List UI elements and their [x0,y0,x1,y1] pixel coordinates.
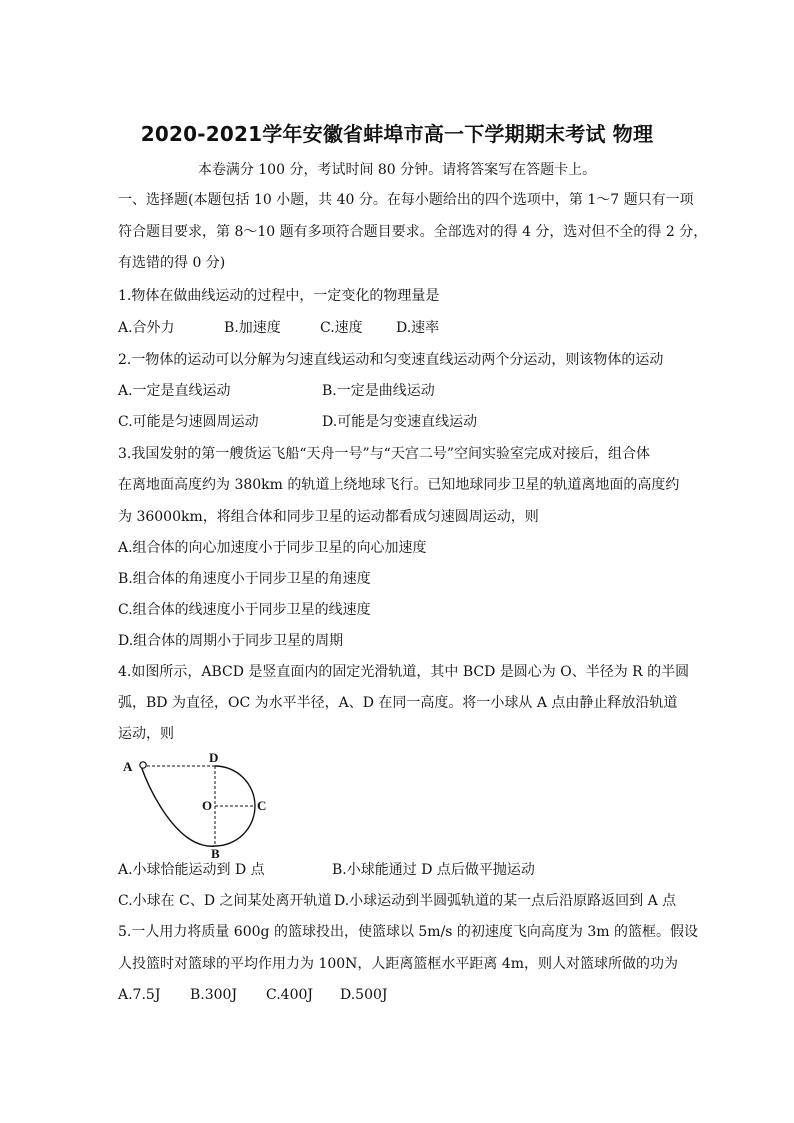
question-4-stem-line: 运动，则 [118,726,174,742]
label-d: D [209,752,219,765]
label-o: O [202,798,213,813]
q3-option-c: C.组合体的线速度小于同步卫星的线速度 [118,602,371,618]
q5-option-d: D.500J [340,987,388,1003]
q4-option-b: B.小球能通过 D 点后做平抛运动 [332,862,535,878]
q3-option-a: A.组合体的向心加速度小于同步卫星的向心加速度 [118,540,427,556]
exam-title: 2020-2021学年安徽省蚌埠市高一下学期期末考试 物理 [140,122,654,146]
q3-option-b: B.组合体的角速度小于同步卫星的角速度 [118,571,371,587]
question-1-stem: 1.物体在做曲线运动的过程中，一定变化的物理量是 [118,288,440,304]
q2-option-b: B.一定是曲线运动 [322,383,435,399]
q5-option-b: B.300J [190,987,238,1003]
q4-option-a: A.小球恰能运动到 D 点 [118,862,265,878]
question-5-stem-line: 人投篮时对篮球的平均作用力为 100N，人距离篮框水平距离 4m，则人对篮球所做的功为 [118,956,679,972]
q2-option-c: C.可能是匀速圆周运动 [118,414,259,430]
label-b: B [211,846,220,858]
question-4-stem-line: 弧，BD 为直径，OC 为水平半径，A、D 在同一高度。将一小球从 A 点由静止释放沿轨道 [118,695,678,711]
question-3-stem-line: 为 36000km，将组合体和同步卫星的运动都看成匀速圆周运动，则 [118,509,539,525]
q1-option-a: A.合外力 [118,320,175,336]
section-intro-line: 符合题目要求，第 8～10 题有多项符合题目要求。全部选对的得 4 分，选对但不全的得 2 分， [118,224,708,240]
q4-option-c: C.小球在 C、D 之间某处离开轨道 [118,893,332,909]
label-c: C [257,798,267,813]
track-diagram [118,752,278,858]
q5-option-a: A.7.5J [118,987,161,1003]
question-3-stem-line: 在离地面高度约为 380km 的轨道上绕地球飞行。已知地球同步卫星的轨道离地面的高度约 [118,477,680,493]
q1-option-d: D.速率 [396,320,440,336]
q1-option-c: C.速度 [320,320,363,336]
section-intro-line: 有选错的得 0 分) [118,255,226,271]
q2-option-a: A.一定是直线运动 [118,383,231,399]
question-5-stem-line: 5.一人用力将质量 600g 的篮球投出，使篮球以 5m/s 的初速度飞向高度为 3m 的篮框。假设 [118,924,699,940]
label-a: A [123,759,133,774]
exam-instructions: 本卷满分 100 分，考试时间 80 分钟。请将答案写在答题卡上。 [197,162,597,178]
q4-option-d: D.小球运动到半圆弧轨道的某一点后沿原路返回到 A 点 [334,893,677,909]
q2-option-d: D.可能是匀变速直线运动 [322,414,478,430]
q5-option-c: C.400J [266,987,313,1003]
ball [140,762,146,768]
q3-option-d: D.组合体的周期小于同步卫星的周期 [118,633,344,649]
track-diagram-svg [118,752,278,858]
question-3-stem-line: 3.我国发射的第一艘货运飞船“天舟一号”与“天宫二号”空间实验室完成对接后，组合体 [118,446,650,462]
question-4-stem-line: 4.如图所示，ABCD 是竖直面内的固定光滑轨道，其中 BCD 是圆心为 O、半径为 R 的半圆 [118,664,690,680]
section-intro-line: 一、选择题(本题包括 10 小题，共 40 分。在每小题给出的四个选项中，第 1～7 题只有一项 [118,192,694,208]
q1-option-b: B.加速度 [224,320,281,336]
question-2-stem: 2.一物体的运动可以分解为匀速直线运动和匀变速直线运动两个分运动，则该物体的运动 [118,352,664,368]
